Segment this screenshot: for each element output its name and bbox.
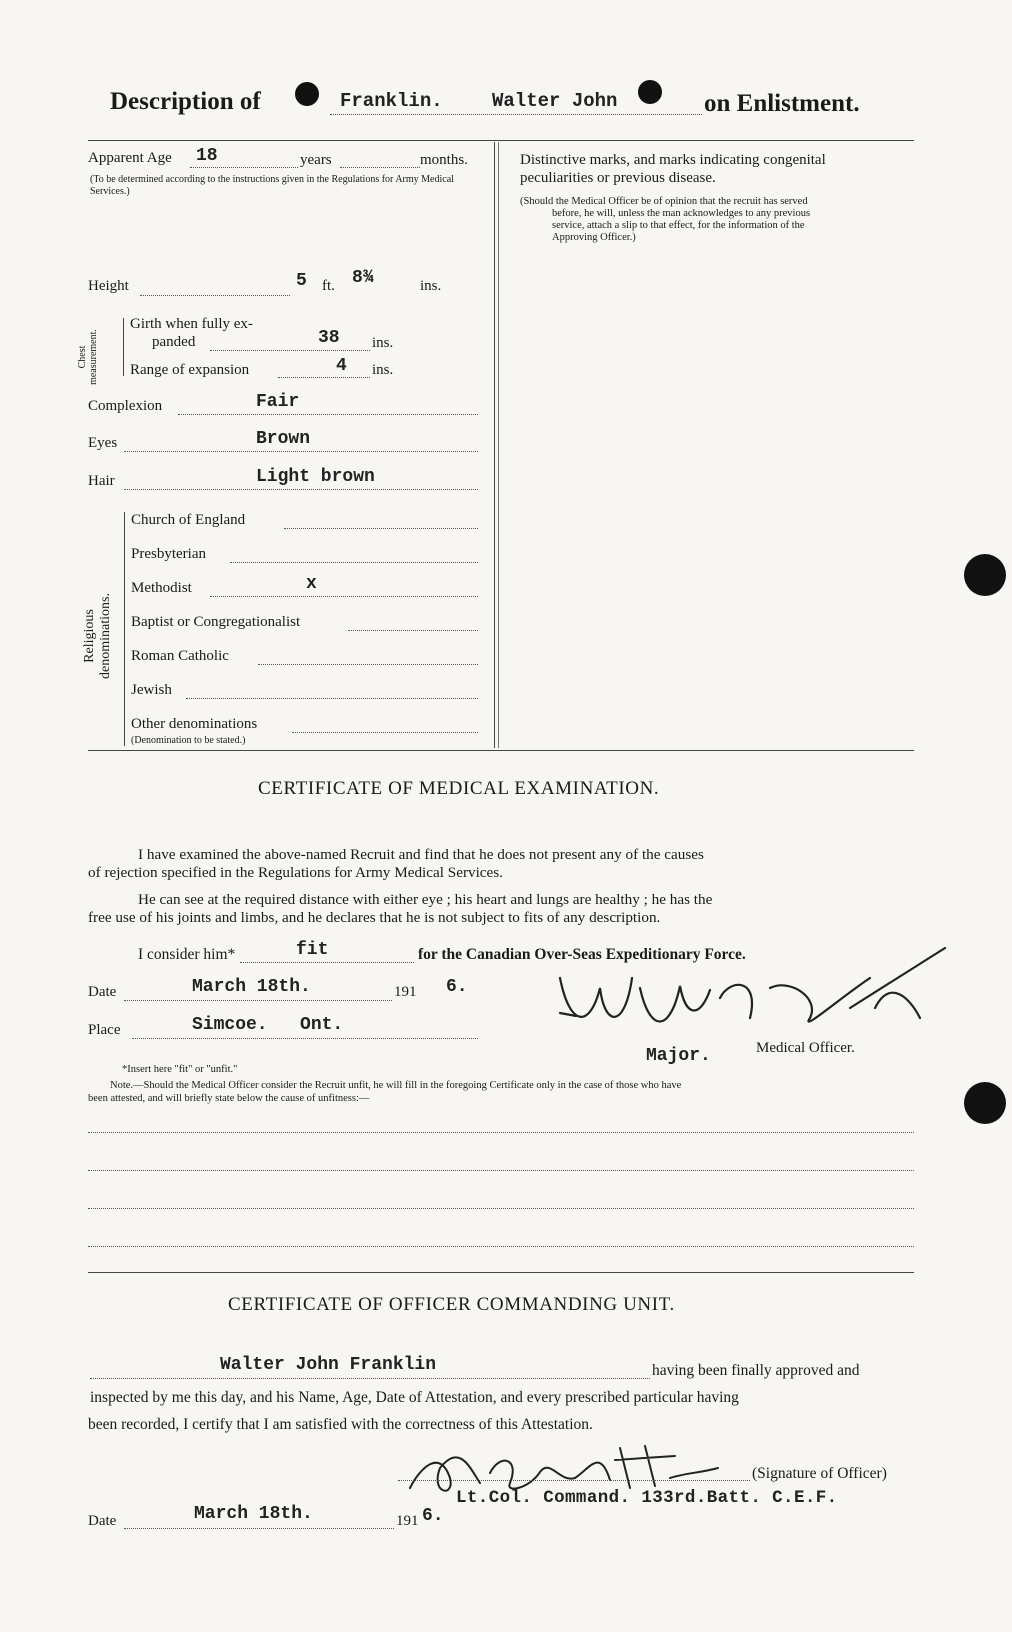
punch-hole-top [295, 82, 319, 106]
unfitness-line-4 [88, 1246, 914, 1247]
girth-line [210, 350, 370, 351]
hair-line [124, 489, 478, 490]
commanding-line1-suffix: having been finally approved and [652, 1362, 860, 1379]
age-note: (To be determined according to the instructions given in the Regulations for Army Medical Services.) [90, 174, 454, 197]
header-given-names: Walter John [492, 90, 618, 112]
religion-side-label-line2: denominations. [98, 593, 113, 679]
medical-year-prefix: 191 [394, 984, 417, 1000]
height-ins-label: ins. [420, 278, 442, 294]
religion-line-5 [186, 698, 478, 699]
unfit-note-line1: Note.—Should the Medical Officer consider the Recruit unfit, he will fill in the foregoing Certificate only in the case of those who have [110, 1080, 682, 1091]
distinctive-marks-note-4: Approving Officer.) [552, 232, 636, 243]
punch-hole-middle [964, 554, 1006, 596]
height-line [140, 295, 290, 296]
range-value: 4 [336, 356, 347, 376]
religion-side-label-line1: Religious [82, 609, 97, 663]
commanding-name-line [90, 1378, 650, 1379]
complexion-label: Complexion [88, 398, 163, 414]
months-label: months. [420, 152, 468, 168]
religion-line-1 [230, 562, 478, 563]
religion-line-6 [292, 732, 478, 733]
chest-side-label: Chest measurement. [77, 329, 99, 385]
section-rule-1 [88, 750, 914, 751]
commanding-year-prefix: 191 [396, 1513, 419, 1529]
eyes-line [124, 451, 478, 452]
commanding-date-value: March 18th. [194, 1504, 313, 1524]
commanding-year-suffix: 6. [422, 1506, 444, 1526]
medical-date-label: Date [88, 984, 117, 1000]
unfitness-line-3 [88, 1208, 914, 1209]
age-months-line [340, 167, 420, 168]
religion-roman-catholic: Roman Catholic [131, 648, 229, 664]
age-value: 18 [196, 146, 218, 166]
medical-officer-rank: Major. [646, 1046, 711, 1066]
eyes-value: Brown [256, 429, 311, 449]
religion-other: Other denominations [131, 716, 258, 732]
girth-ins-label: ins. [372, 335, 394, 351]
column-divider [494, 142, 495, 748]
girth-value: 38 [318, 328, 340, 348]
section-rule-2 [88, 1272, 914, 1273]
commanding-signature-line [398, 1480, 750, 1481]
height-ft-value: 5 [296, 271, 307, 291]
consider-value: fit [296, 940, 329, 960]
range-line [278, 377, 370, 378]
header-description-label: Description of [110, 88, 261, 115]
unfitness-line-1 [88, 1132, 914, 1133]
religion-line-2 [210, 596, 478, 597]
header-surname: Franklin. [340, 90, 443, 112]
header-name-line [330, 114, 702, 115]
commanding-date-label: Date [88, 1513, 117, 1529]
years-label: years [300, 152, 332, 168]
medical-para2-line1: He can see at the required distance with either eye ; his heart and lungs are healthy ; he has the [138, 891, 713, 908]
medical-date-line [124, 1000, 392, 1001]
age-years-line [190, 167, 298, 168]
height-in-value: 8¾ [352, 268, 374, 288]
hair-label: Hair [88, 473, 115, 489]
commanding-certificate-title: CERTIFICATE OF OFFICER COMMANDING UNIT. [228, 1294, 675, 1315]
column-divider-inner [498, 142, 499, 748]
insert-note: *Insert here "fit" or "unfit." [122, 1064, 238, 1075]
range-label: Range of expansion [130, 362, 250, 378]
distinctive-marks-note-3: service, attach a slip to that effect, for the information of the [552, 220, 805, 231]
commanding-line2: inspected by me this day, and his Name, Age, Date of Attestation, and every prescribed particular having [90, 1389, 739, 1406]
header-rule [88, 140, 914, 141]
punch-hole-top-right [638, 80, 662, 104]
commanding-date-line [124, 1528, 394, 1529]
chest-bracket [123, 318, 124, 376]
girth-label-line1: Girth when fully ex- [130, 316, 253, 332]
distinctive-marks-note-1: (Should the Medical Officer be of opinion that the recruit has served [520, 196, 808, 207]
medical-officer-signature [520, 938, 960, 1048]
unfitness-line-2 [88, 1170, 914, 1171]
medical-para1-line1: I have examined the above-named Recruit and find that he does not present any of the causes [138, 846, 704, 863]
religion-line-0 [284, 528, 478, 529]
religion-methodist: Methodist [131, 580, 192, 596]
range-ins-label: ins. [372, 362, 394, 378]
unfit-note-line2: been attested, and will briefly state below the cause of unfitness:— [88, 1093, 370, 1104]
commanding-line3: been recorded, I certify that I am satisfied with the correctness of this Attestation. [88, 1416, 593, 1433]
medical-place-value: Simcoe. Ont. [192, 1015, 344, 1035]
height-label: Height [88, 278, 129, 294]
commanding-name-value: Walter John Franklin [220, 1355, 437, 1375]
height-ft-label: ft. [322, 278, 335, 294]
punch-hole-lower [964, 1082, 1006, 1124]
commanding-signature-label: (Signature of Officer) [752, 1465, 887, 1482]
consider-line [240, 962, 414, 963]
medical-year-suffix: 6. [446, 977, 468, 997]
medical-officer-label: Medical Officer. [756, 1040, 855, 1056]
commanding-officer-rank: Lt.Col. Command. 133rd.Batt. C.E.F. [456, 1488, 838, 1508]
consider-suffix: for the Canadian Over-Seas Expeditionary Force. [418, 946, 746, 963]
religion-methodist-mark: x [306, 574, 317, 594]
distinctive-marks-note-2: before, he will, unless the man acknowledges to any previous [552, 208, 811, 219]
medical-date-value: March 18th. [192, 977, 311, 997]
religion-jewish: Jewish [131, 682, 172, 698]
distinctive-marks-title-2: peculiarities or previous disease. [520, 170, 716, 186]
medical-place-label: Place [88, 1022, 121, 1038]
eyes-label: Eyes [88, 435, 118, 451]
consider-label: I consider him* [138, 946, 236, 963]
medical-place-line [132, 1038, 478, 1039]
religion-line-3 [348, 630, 478, 631]
medical-certificate-title: CERTIFICATE OF MEDICAL EXAMINATION. [258, 778, 660, 799]
religion-presbyterian: Presbyterian [131, 546, 206, 562]
header-enlistment-label: on Enlistment. [704, 90, 860, 117]
medical-para2-line2: free use of his joints and limbs, and he declares that he is not subject to fits of any description. [88, 909, 661, 926]
religion-church-of-england: Church of England [131, 512, 246, 528]
medical-para1-line2: of rejection specified in the Regulations for Army Medical Services. [88, 864, 504, 881]
girth-label-line2: panded [152, 334, 196, 350]
religion-line-4 [258, 664, 478, 665]
religion-side-label [82, 576, 114, 696]
religion-bracket [124, 512, 125, 746]
denomination-note: (Denomination to be stated.) [131, 735, 246, 746]
apparent-age-label: Apparent Age [88, 150, 172, 166]
distinctive-marks-title-1: Distinctive marks, and marks indicating congenital [520, 152, 826, 168]
hair-value: Light brown [256, 467, 375, 487]
complexion-value: Fair [256, 392, 300, 412]
complexion-line [178, 414, 478, 415]
religion-baptist: Baptist or Congregationalist [131, 614, 301, 630]
